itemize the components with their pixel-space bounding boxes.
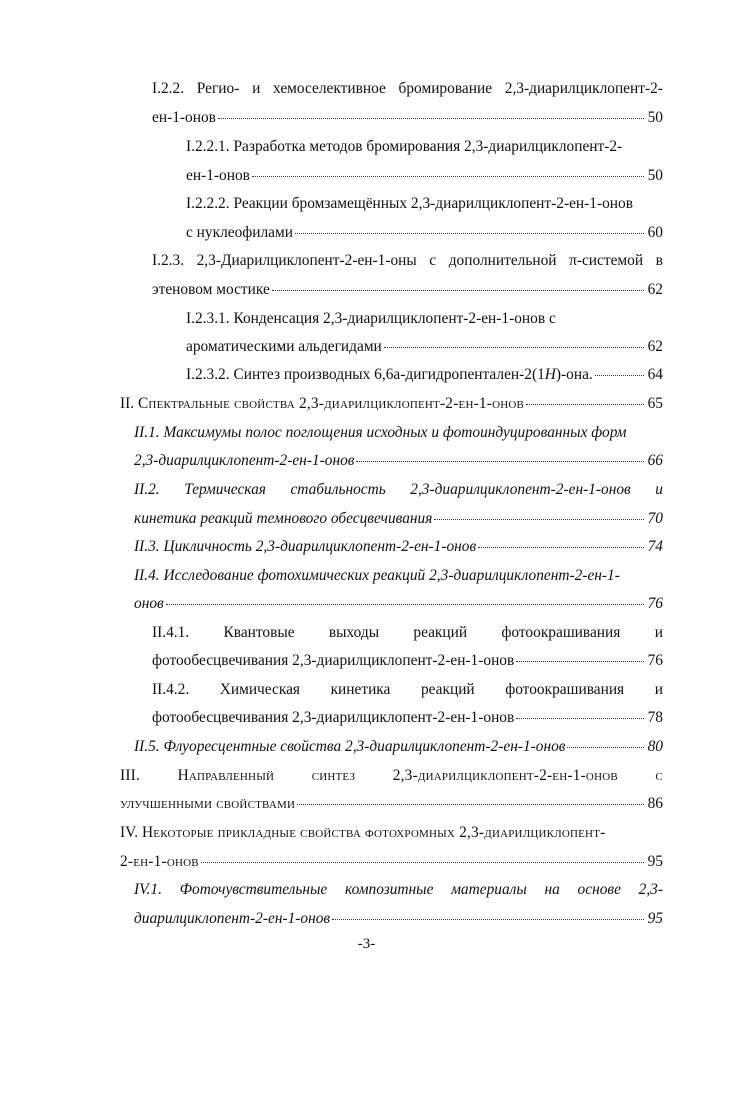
- toc-entry-4-1-line1: IV.1. Фоточувствительные композитные материалы на основе 2,3-: [134, 881, 663, 898]
- dot-leader: [272, 290, 644, 291]
- dot-leader: [297, 804, 643, 805]
- toc-page: 70: [647, 510, 663, 527]
- toc-page: 76: [647, 595, 663, 612]
- toc-page: 74: [647, 538, 663, 555]
- toc-entry-2-2-line1: II.2. Термическая стабильность 2,3-диарилциклопент-2-ен-1-онов и: [134, 481, 663, 498]
- toc-page: 62: [647, 281, 663, 298]
- dot-leader: [218, 118, 644, 119]
- toc-number: I.2.2.2.: [186, 195, 230, 212]
- toc-number: II.4.: [134, 567, 160, 584]
- dot-leader: [526, 404, 644, 405]
- toc-page: 65: [647, 395, 663, 412]
- toc-number: IV.: [120, 824, 139, 841]
- toc-page: 50: [647, 167, 663, 184]
- toc-entry-4-1-line2[interactable]: диарилциклопент-2-ен-1-онов 95: [134, 910, 663, 927]
- toc-entry-1-2-2-1-line1: I.2.2.1. Разработка методов бромирования 2,3-диарилциклопент-2-: [186, 138, 623, 155]
- toc-page: 60: [647, 224, 663, 241]
- toc-entry-1-2-2-line2[interactable]: ен-1-онов 50: [152, 109, 663, 126]
- toc-entry-1-2-3-line2[interactable]: этеновом мостике 62: [152, 281, 663, 298]
- dot-leader: [384, 347, 644, 348]
- toc-number: I.2.3.: [152, 252, 185, 269]
- toc-number: I.2.2.1.: [186, 138, 230, 155]
- dot-leader: [252, 176, 644, 177]
- toc-page: 66: [647, 452, 663, 469]
- dot-leader: [567, 747, 643, 748]
- toc-entry-2-4-1-line2[interactable]: фотообесцвечивания 2,3-диарилциклопент-2-ен-1-онов 76: [152, 652, 663, 669]
- toc-entry-2-4-2-line1: II.4.2. Химическая кинетика реакций фотоокрашивания и: [152, 681, 663, 698]
- toc-entry-2-2-line2[interactable]: кинетика реакций темнового обесцвечивания 70: [134, 510, 663, 527]
- dot-leader: [516, 661, 643, 662]
- toc-entry-2-4-line1: II.4. Исследование фотохимических реакций 2,3-диарилциклопент-2-ен-1-: [134, 567, 620, 584]
- toc-number: II.5.: [134, 738, 160, 755]
- toc-entry-1-2-3-1-line2[interactable]: ароматическими альдегидами 62: [186, 338, 663, 355]
- toc-number: II.4.2.: [152, 681, 190, 698]
- toc-entry-1-2-2-line1: I.2.2. Регио- и хемоселективное бромирование 2,3-диарилциклопент-2-: [152, 80, 663, 97]
- toc-number: II.2.: [134, 481, 160, 498]
- toc-entry-2-1-line2[interactable]: 2,3-диарилциклопент-2-ен-1-онов 66: [134, 452, 663, 469]
- toc-number: III.: [120, 767, 141, 784]
- toc-number: II.4.1.: [152, 624, 190, 641]
- toc-entry-1-2-3-2[interactable]: I.2.3.2. Синтез производных 6,6а-дигидропентален-2(1 H )-она. 64: [186, 366, 663, 383]
- toc-number: I.2.2.: [152, 80, 185, 97]
- toc-number: IV.1.: [134, 881, 162, 898]
- toc-entry-1-2-2-2-line2[interactable]: с нуклеофилами 60: [186, 224, 663, 241]
- toc-page: 95: [647, 853, 663, 870]
- toc-entry-2-5[interactable]: II.5. Флуоресцентные свойства 2,3-диарилциклопент-2-ен-1-онов 80: [134, 738, 663, 755]
- toc-number: II.1.: [134, 424, 160, 441]
- dot-leader: [595, 375, 644, 376]
- toc-page: 86: [647, 795, 663, 812]
- toc-page: 50: [647, 109, 663, 126]
- dot-leader: [295, 233, 644, 234]
- toc-page: 80: [647, 738, 663, 755]
- toc-entry-2[interactable]: II. Спектральные свойства 2,3-диарилциклопент-2-ен-1-онов 65: [120, 395, 663, 412]
- toc-page: 62: [647, 338, 663, 355]
- toc-entry-2-4-2-line2[interactable]: фотообесцвечивания 2,3-диарилциклопент-2-ен-1-онов 78: [152, 709, 663, 726]
- toc-page: 95: [647, 910, 663, 927]
- toc-number: I.2.3.2.: [186, 366, 230, 383]
- page-number: -3-: [357, 936, 376, 952]
- toc-entry-2-4-line2[interactable]: онов 76: [134, 595, 663, 612]
- toc-entry-1-2-2-2-line1: I.2.2.2. Реакции бромзамещённых 2,3-диарилциклопент-2-ен-1-онов: [186, 195, 633, 212]
- toc-entry-1-2-2-1-line2[interactable]: ен-1-онов 50: [186, 167, 663, 184]
- toc-entry-1-2-3-1-line1: I.2.3.1. Конденсация 2,3-диарилциклопент-2-ен-1-онов с: [186, 310, 556, 327]
- toc-entry-3-line2[interactable]: улучшенными свойствами 86: [120, 795, 663, 812]
- dot-leader: [478, 547, 643, 548]
- toc-number: II.3.: [134, 538, 160, 555]
- dot-leader: [356, 461, 643, 462]
- toc-page: 64: [647, 366, 663, 383]
- toc-entry-2-1-line1: II.1. Максимумы полос поглощения исходных и фотоиндуцированных форм: [134, 424, 627, 441]
- dot-leader: [166, 604, 644, 605]
- dot-leader: [434, 519, 643, 520]
- dot-leader: [201, 862, 644, 863]
- dot-leader: [332, 919, 643, 920]
- dot-leader: [516, 718, 643, 719]
- toc-entry-4-line1: IV. Некоторые прикладные свойства фотохромных 2,3-диарилциклопент-: [120, 824, 606, 841]
- toc-entry-2-3[interactable]: II.3. Цикличность 2,3-диарилциклопент-2-ен-1-онов 74: [134, 538, 663, 555]
- toc-page: 76: [647, 652, 663, 669]
- toc-number: II.: [120, 395, 135, 412]
- toc-entry-2-4-1-line1: II.4.1. Квантовые выходы реакций фотоокрашивания и: [152, 624, 663, 641]
- toc-entry-1-2-3-line1: I.2.3. 2,3-Диарилциклопент-2-ен-1-оны с дополнительной π-системой в: [152, 252, 663, 269]
- toc-number: I.2.3.1.: [186, 310, 230, 327]
- toc-entry-4-line2[interactable]: 2-ен-1-онов 95: [120, 853, 663, 870]
- toc-entry-3-line1: III. Направленный синтез 2,3-диарилциклопент-2-ен-1-онов с: [120, 767, 663, 784]
- toc-page: 78: [647, 709, 663, 726]
